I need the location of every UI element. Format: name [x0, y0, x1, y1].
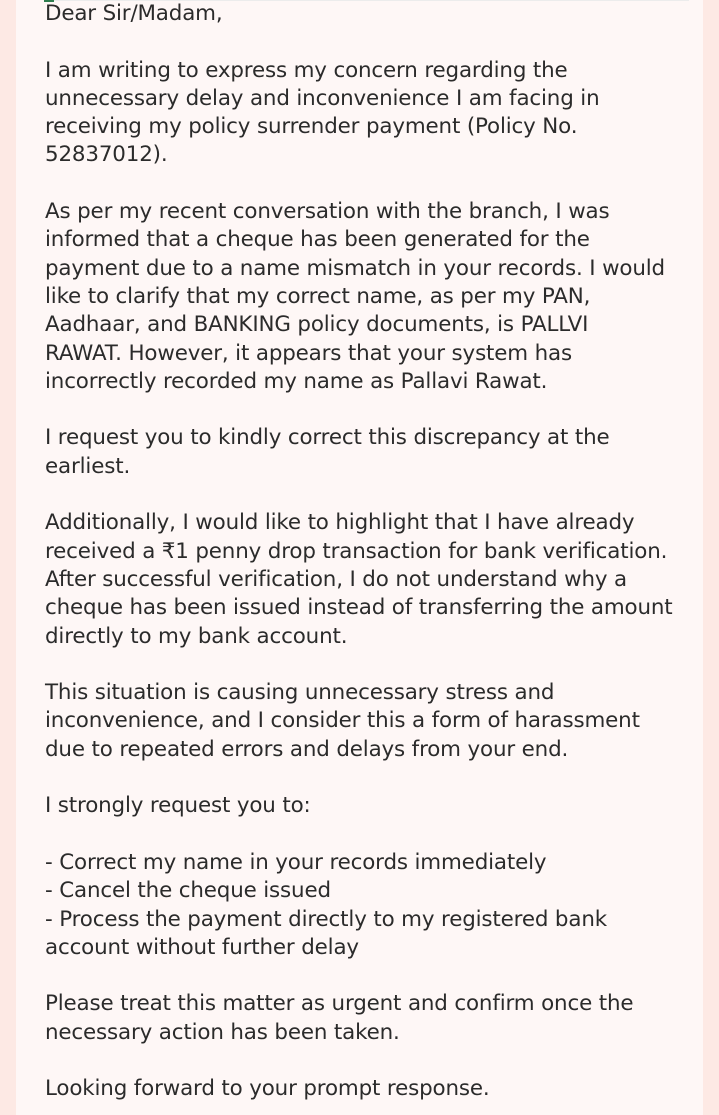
salutation: Dear Sir/Madam,: [45, 1, 223, 26]
text-line: received a ₹1 penny drop transaction for bank verification.: [45, 538, 668, 564]
paragraph-urgency: [45, 990, 695, 1047]
request-intro: I strongly request you to:: [45, 793, 311, 819]
text-line: necessary action has been taken.: [45, 1019, 400, 1045]
text-line: incorrectly recorded my name as Pallavi Rawat.: [45, 368, 548, 394]
text-line: earliest.: [45, 453, 131, 479]
request-list: [45, 849, 695, 962]
paragraph-penny-drop: [45, 509, 695, 650]
text-line: due to repeated errors and delays from your end.: [45, 736, 569, 762]
text-line: Additionally, I would like to highlight that I have already: [45, 510, 635, 536]
text-line: Please treat this matter as urgent and confirm once the: [45, 991, 634, 1017]
text-line: payment due to a name mismatch in your records. I would: [45, 255, 665, 281]
text-line: RAWAT. However, it appears that your system has: [45, 340, 573, 366]
text-line: As per my recent conversation with the branch, I was: [45, 199, 610, 225]
paragraph-branch-conversation: [45, 198, 695, 396]
paragraph-concern: [45, 57, 695, 170]
text-line: inconvenience, and I consider this a form of harassment: [45, 708, 640, 734]
paragraph-correction-request: [45, 424, 695, 481]
text-line: After successful verification, I do not understand why a: [45, 566, 627, 592]
text-line: cheque has been issued instead of transferring the amount: [45, 595, 673, 621]
list-item: - Process the payment directly to my registered bank: [45, 906, 607, 932]
text-line: This situation is causing unnecessary stress and: [45, 680, 555, 706]
text-line: unnecessary delay and inconvenience I am facing in: [45, 85, 600, 111]
paragraph-harassment: [45, 679, 695, 764]
text-line: informed that a cheque has been generated for the: [45, 227, 590, 253]
letter-body: [45, 0, 695, 1104]
text-line: like to clarify that my correct name, as per my PAN,: [45, 283, 591, 309]
list-item: - Correct my name in your records immediately: [45, 849, 547, 875]
text-line: I am writing to express my concern regarding the: [45, 57, 568, 83]
text-line: Aadhaar, and BANKING policy documents, is PALLVI: [45, 312, 589, 338]
text-line: 52837012).: [45, 142, 168, 168]
closing-line: Looking forward to your prompt response.: [45, 1076, 490, 1102]
letter-page: [16, 0, 703, 1115]
list-item: - Cancel the cheque issued: [45, 878, 331, 904]
text-line: I request you to kindly correct this discrepancy at the: [45, 425, 610, 451]
list-item: account without further delay: [45, 934, 359, 960]
text-line: receiving my policy surrender payment (Policy No.: [45, 114, 578, 140]
text-line: directly to my bank account.: [45, 623, 348, 649]
